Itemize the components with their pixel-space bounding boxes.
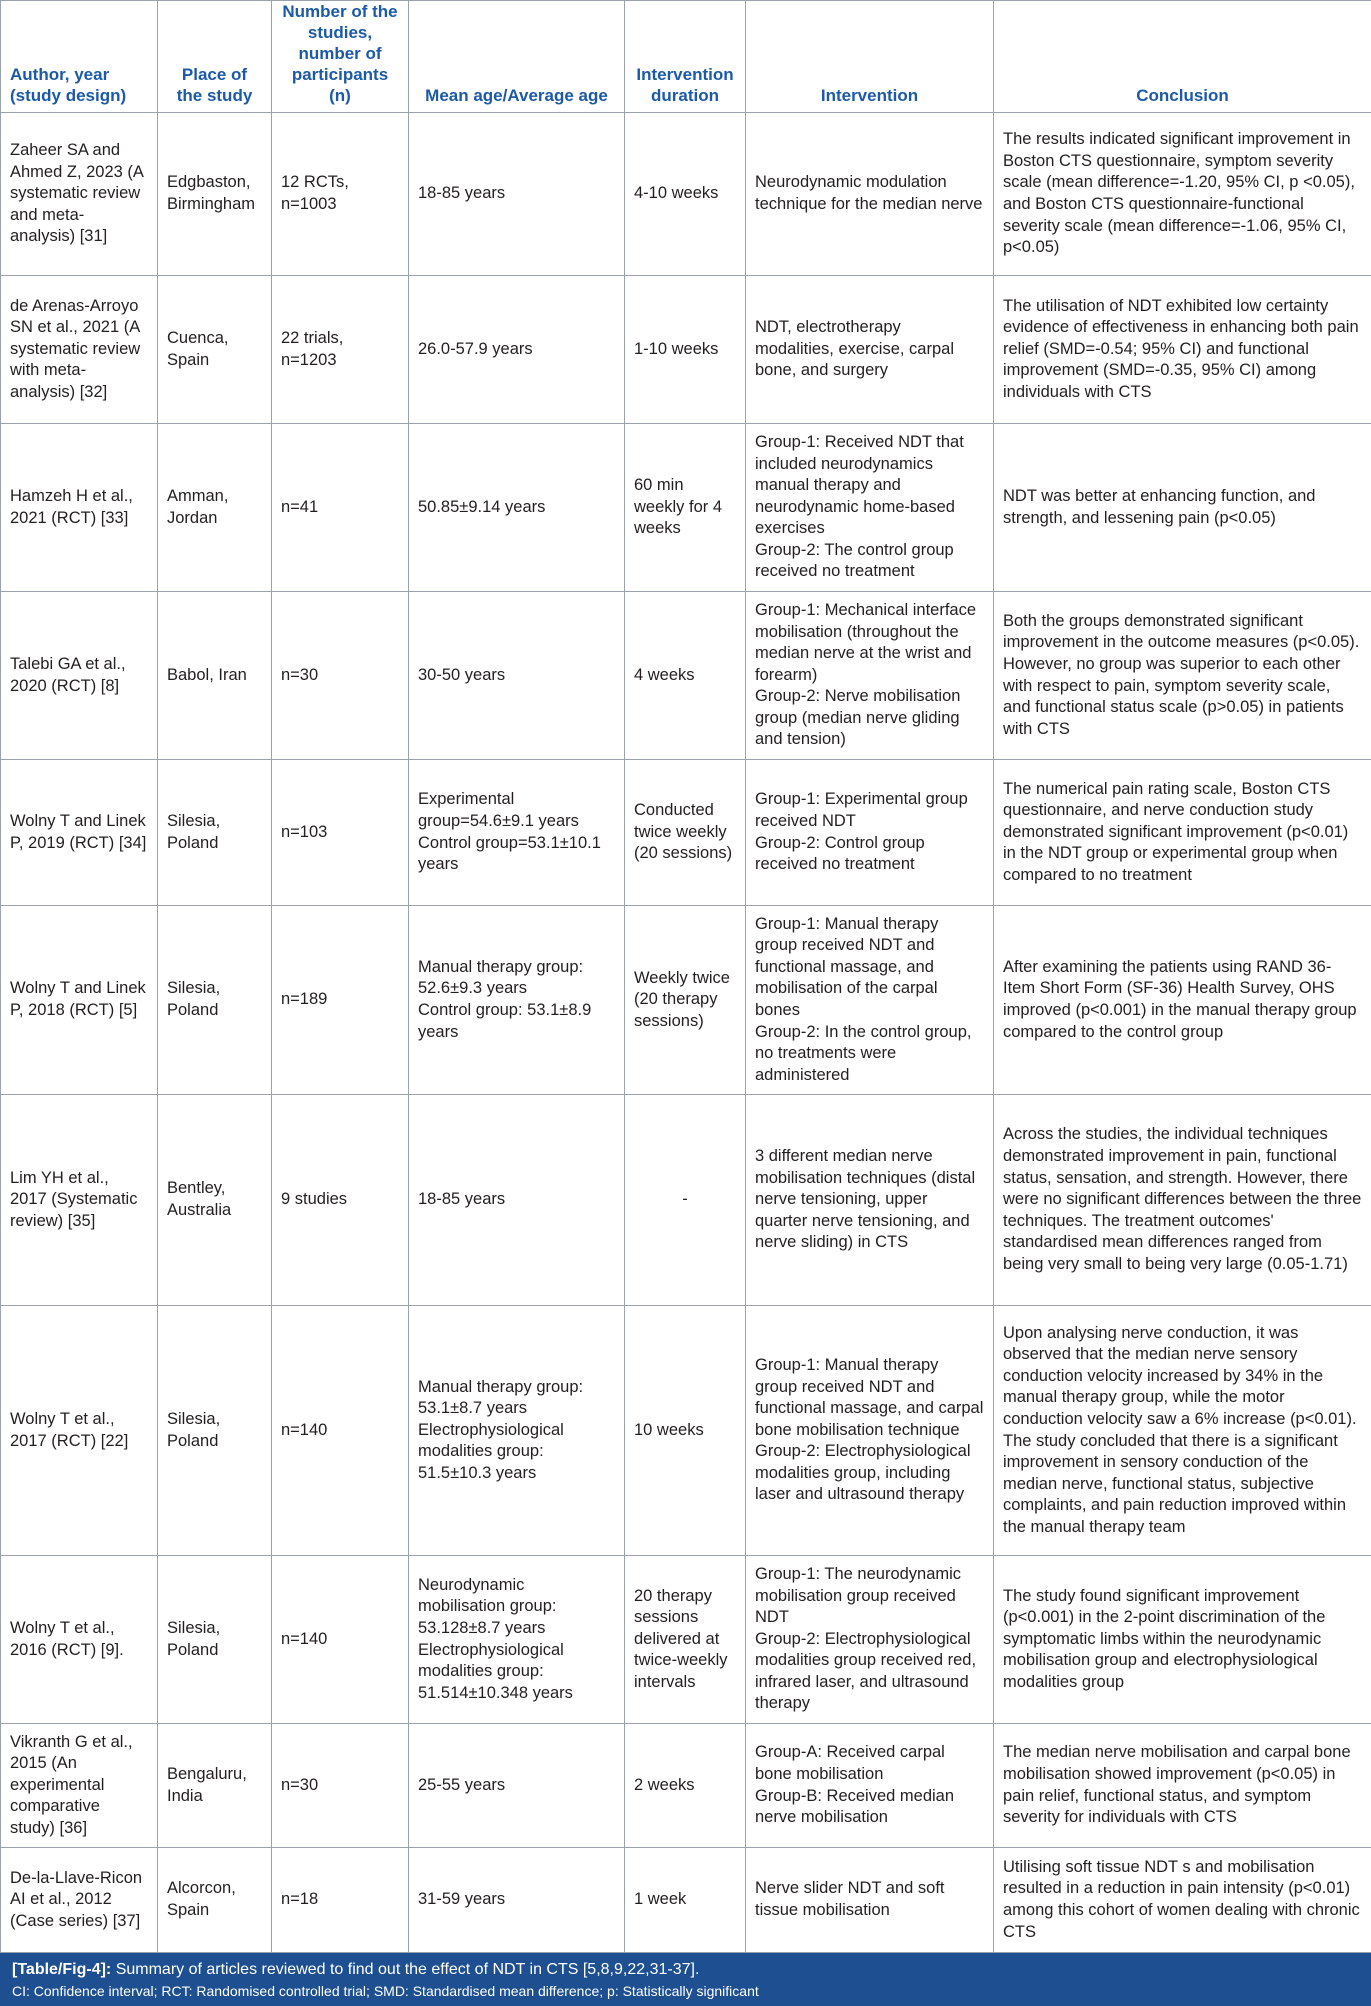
cell-participants: 9 studies (272, 1095, 409, 1306)
cell-author: Vikranth G et al., 2015 (An experimental comparative study) [36] (1, 1724, 158, 1848)
table-row (1, 1556, 1371, 1724)
cell-age: 25-55 years (409, 1724, 625, 1848)
cell-participants: n=30 (272, 1724, 409, 1848)
cell-place: Cuenca, Spain (158, 276, 272, 424)
table-row (1, 1306, 1371, 1556)
table-row (1, 760, 1371, 906)
cell-age: 18-85 years (409, 1095, 625, 1306)
cell-author: Wolny T et al., 2016 (RCT) [9]. (1, 1556, 158, 1724)
cell-conclusion: The study found significant improvement (p<0.001) in the 2-point discrimination of the symptomatic limbs within the neurodynamic mobilisation group and electrophysiological modalities group (994, 1556, 1371, 1724)
cell-intervention: Neurodynamic modulation technique for the median nerve (746, 113, 994, 276)
cell-conclusion: The results indicated significant improvement in Boston CTS questionnaire, symptom severity scale (mean difference=-1.20, 95% CI, p <0.05), and Boston CTS questionnaire-functional severity scale (mean difference=-1.06, 95% CI, p<0.05) (994, 113, 1371, 276)
cell-participants: n=41 (272, 424, 409, 592)
cell-participants: n=140 (272, 1556, 409, 1724)
cell-participants: n=189 (272, 906, 409, 1095)
cell-place: Silesia, Poland (158, 906, 272, 1095)
cell-conclusion: Across the studies, the individual techniques demonstrated improvement in pain, functional status, sensation, and strength. However, there were no significant differences between the three techniques. The treatment outcomes' standardised mean differences ranged from being very small to being very large (0.05-1.71) (994, 1095, 1371, 1306)
cell-age: 31-59 years (409, 1848, 625, 1953)
col-header-age: Mean age/Average age (409, 1, 625, 113)
cell-age: Manual therapy group: 52.6±9.3 years Control group: 53.1±8.9 years (409, 906, 625, 1095)
col-header-author: Author, year (study design) (1, 1, 158, 113)
cell-participants: n=103 (272, 760, 409, 906)
table-row (1, 592, 1371, 760)
cell-conclusion: The median nerve mobilisation and carpal bone mobilisation showed improvement (p<0.05) in pain relief, functional status, and symptom severity for individuals with CTS (994, 1724, 1371, 1848)
cell-participants: n=30 (272, 592, 409, 760)
cell-intervention: Group-1: Manual therapy group received NDT and functional massage, and carpal bone mobilisation technique Group-2: Electrophysiological modalities group, including laser and ultrasound therapy (746, 1306, 994, 1556)
table-row (1, 276, 1371, 424)
cell-author: Wolny T et al., 2017 (RCT) [22] (1, 1306, 158, 1556)
cell-duration: 4-10 weeks (625, 113, 746, 276)
header-row (1, 1, 1371, 113)
cell-place: Silesia, Poland (158, 1306, 272, 1556)
cell-conclusion: Utilising soft tissue NDT s and mobilisation resulted in a reduction in pain intensity (p<0.01) among this cohort of women dealing with chronic CTS (994, 1848, 1371, 1953)
cell-author: Wolny T and Linek P, 2018 (RCT) [5] (1, 906, 158, 1095)
cell-age: 26.0-57.9 years (409, 276, 625, 424)
cell-place: Babol, Iran (158, 592, 272, 760)
table-row (1, 113, 1371, 276)
cell-duration: 1-10 weeks (625, 276, 746, 424)
cell-age: 50.85±9.14 years (409, 424, 625, 592)
table-row (1, 906, 1371, 1095)
cell-duration: Conducted twice weekly (20 sessions) (625, 760, 746, 906)
cell-participants: n=140 (272, 1306, 409, 1556)
cell-age: 18-85 years (409, 113, 625, 276)
cell-author: De-la-Llave-Ricon AI et al., 2012 (Case series) [37] (1, 1848, 158, 1953)
cell-author: Hamzeh H et al., 2021 (RCT) [33] (1, 424, 158, 592)
cell-conclusion: Both the groups demonstrated significant improvement in the outcome measures (p<0.05). However, no group was superior to each other with respect to pain, symptom severity scale, and functional status scale (p>0.05) in patients with CTS (994, 592, 1371, 760)
caption-text: Summary of articles reviewed to find out the effect of NDT in CTS [5,8,9,22,31-37]. (111, 1961, 699, 1978)
table-row (1, 424, 1371, 592)
cell-conclusion: The utilisation of NDT exhibited low certainty evidence of effectiveness in enhancing both pain relief (SMD=-0.54; 95% CI) and functional improvement (SMD=-0.35, 95% CI) among individuals with CTS (994, 276, 1371, 424)
cell-place: Bengaluru, India (158, 1724, 272, 1848)
cell-duration: 60 min weekly for 4 weeks (625, 424, 746, 592)
cell-place: Silesia, Poland (158, 1556, 272, 1724)
cell-duration: 1 week (625, 1848, 746, 1953)
col-header-place: Place of the study (158, 1, 272, 113)
cell-participants: 12 RCTs, n=1003 (272, 113, 409, 276)
table-header (1, 1, 1371, 113)
cell-duration: - (625, 1095, 746, 1306)
col-header-intervention: Intervention (746, 1, 994, 113)
cell-conclusion: NDT was better at enhancing function, and strength, and lessening pain (p<0.05) (994, 424, 1371, 592)
cell-intervention: Group-A: Received carpal bone mobilisation Group-B: Received median nerve mobilisation (746, 1724, 994, 1848)
cell-intervention: Group-1: Experimental group received NDT Group-2: Control group received no treatment (746, 760, 994, 906)
cell-duration: 20 therapy sessions delivered at twice-weekly intervals (625, 1556, 746, 1724)
col-header-duration: Intervention duration (625, 1, 746, 113)
cell-age: Neurodynamic mobilisation group: 53.128±8.7 years Electrophysiological modalities group: 51.514±10.348 years (409, 1556, 625, 1724)
table-row (1, 1724, 1371, 1848)
cell-place: Bentley, Australia (158, 1095, 272, 1306)
cell-place: Alcorcon, Spain (158, 1848, 272, 1953)
table-body (1, 113, 1371, 1953)
cell-place: Silesia, Poland (158, 760, 272, 906)
cell-author: de Arenas-Arroyo SN et al., 2021 (A systematic review with meta-analysis) [32] (1, 276, 158, 424)
table-row (1, 1848, 1371, 1953)
cell-duration: Weekly twice (20 therapy sessions) (625, 906, 746, 1095)
cell-participants: 22 trials, n=1203 (272, 276, 409, 424)
cell-intervention: NDT, electrotherapy modalities, exercise, carpal bone, and surgery (746, 276, 994, 424)
cell-intervention: Group-1: Mechanical interface mobilisation (throughout the median nerve at the wrist and forearm) Group-2: Nerve mobilisation group (median nerve gliding and tension) (746, 592, 994, 760)
table-caption (0, 1953, 1371, 2006)
caption-title (12, 1959, 1359, 1981)
caption-label: [Table/Fig-4]: (12, 1961, 111, 1978)
cell-conclusion: After examining the patients using RAND 36-Item Short Form (SF-36) Health Survey, OHS improved (p<0.001) in the manual therapy group compared to the control group (994, 906, 1371, 1095)
cell-duration: 10 weeks (625, 1306, 746, 1556)
cell-author: Zaheer SA and Ahmed Z, 2023 (A systematic review and meta-analysis) [31] (1, 113, 158, 276)
cell-intervention: Group-1: The neurodynamic mobilisation group received NDT Group-2: Electrophysiological modalities group received red, infrared laser, and ultrasound therapy (746, 1556, 994, 1724)
cell-intervention: Group-1: Manual therapy group received NDT and functional massage, and mobilisation of the carpal bones Group-2: In the control group, no treatments were administered (746, 906, 994, 1095)
cell-duration: 2 weeks (625, 1724, 746, 1848)
cell-conclusion: The numerical pain rating scale, Boston CTS questionnaire, and nerve conduction study demonstrated significant improvement (p<0.01) in the NDT group or experimental group when compared to no treatment (994, 760, 1371, 906)
cell-author: Wolny T and Linek P, 2019 (RCT) [34] (1, 760, 158, 906)
table-row (1, 1095, 1371, 1306)
cell-age: Experimental group=54.6±9.1 years Control group=53.1±10.1 years (409, 760, 625, 906)
cell-conclusion: Upon analysing nerve conduction, it was observed that the median nerve sensory conduction velocity increased by 34% in the manual therapy group, while the motor conduction velocity saw a 6% increase (p<0.01). The study concluded that there is a significant improvement in sensory conduction of the median nerve, functional status, subjective complaints, and pain reduction improved within the manual therapy team (994, 1306, 1371, 1556)
caption-footnote: CI: Confidence interval; RCT: Randomised controlled trial; SMD: Standardised mean difference; p: Statistically significant (12, 1981, 1359, 2001)
cell-intervention: 3 different median nerve mobilisation techniques (distal nerve tensioning, upper quarter nerve tensioning, and nerve sliding) in CTS (746, 1095, 994, 1306)
cell-place: Amman, Jordan (158, 424, 272, 592)
cell-intervention: Group-1: Received NDT that included neurodynamics manual therapy and neurodynamic home-based exercises Group-2: The control group received no treatment (746, 424, 994, 592)
cell-participants: n=18 (272, 1848, 409, 1953)
cell-place: Edgbaston, Birmingham (158, 113, 272, 276)
cell-author: Talebi GA et al., 2020 (RCT) [8] (1, 592, 158, 760)
cell-age: 30-50 years (409, 592, 625, 760)
cell-intervention: Nerve slider NDT and soft tissue mobilisation (746, 1848, 994, 1953)
col-header-conclusion: Conclusion (994, 1, 1371, 113)
cell-age: Manual therapy group: 53.1±8.7 years Electrophysiological modalities group: 51.5±10.3 years (409, 1306, 625, 1556)
col-header-participants: Number of the studies, number of participants (n) (272, 1, 409, 113)
cell-duration: 4 weeks (625, 592, 746, 760)
cell-author: Lim YH et al., 2017 (Systematic review) [35] (1, 1095, 158, 1306)
